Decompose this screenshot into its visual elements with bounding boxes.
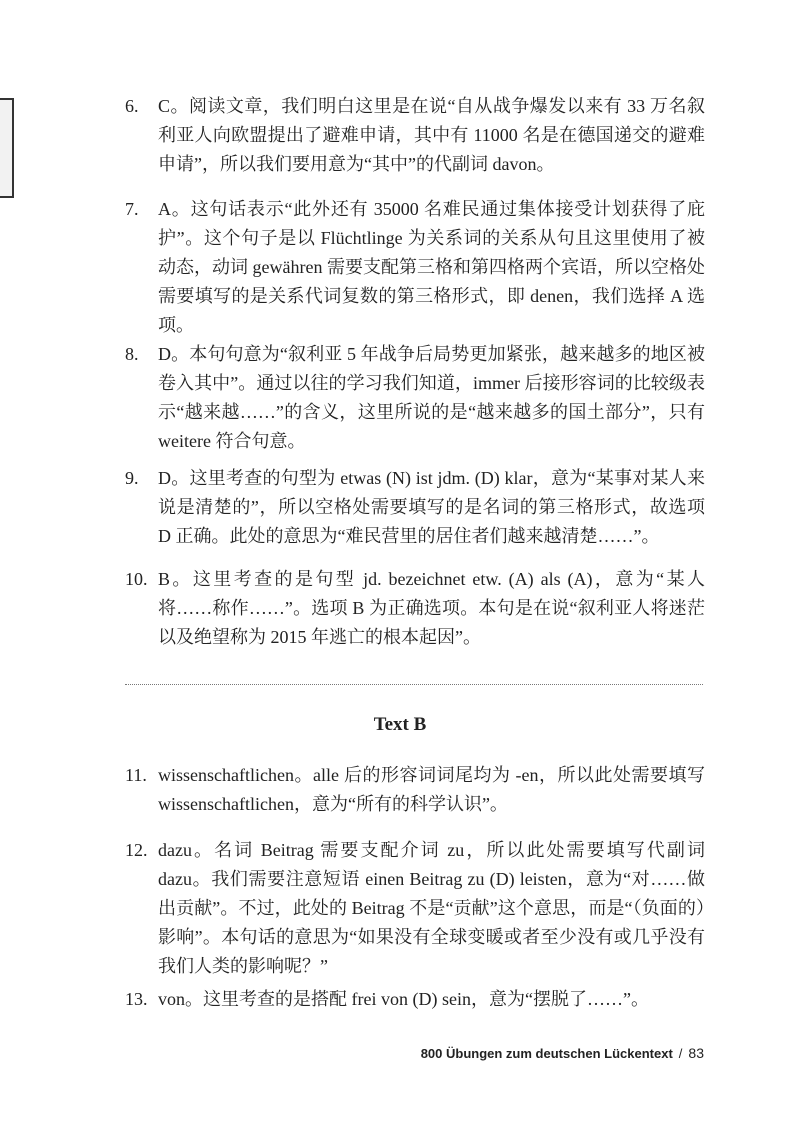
item-text: dazu。名词 Beitrag 需要支配介词 zu，所以此处需要填写代副词 dazu。我们需要注意短语 einen Beitrag zu (D) leisten，意为“对……做出贡献”。不过，此处的 Beitrag 不是“贡献”这个意思，而是“（负面的）影响”。本句话的意思为“如果没有全球变暖或者至少没有或几乎没有我们人类的影响呢？” [158,840,705,976]
item-number: 11. [125,765,147,785]
page-number: 83 [688,1045,704,1061]
item-text: wissenschaftlichen。alle 后的形容词词尾均为 -en，所以此处需要填写 wissenschaftlichen，意为“所有的科学认识”。 [158,765,705,814]
list-item [125,340,705,456]
list-item [125,464,705,551]
item-number: 12. [125,840,148,860]
item-text: D。本句句意为“叙利亚 5 年战争后局势更加紧张，越来越多的地区被卷入其中”。通过以往的学习我们知道，immer 后接形容词的比较级表示“越来越……”的含义，这里所说的是“越来越多的国土部分”，只有 weitere 符合句意。 [158,344,705,451]
item-text: von。这里考查的是搭配 frei von (D) sein，意为“摆脱了……”。 [158,989,649,1009]
item-number: 9. [125,468,139,488]
page-footer [421,1045,704,1061]
book-title: 800 Übungen zum deutschen Lückentext [420,1046,673,1061]
list-item [125,761,705,819]
section-title: Text B [373,714,427,735]
side-tab-marker [0,98,14,198]
list-item [125,195,705,340]
footer-separator: / [678,1046,683,1061]
item-number: 10. [125,569,148,589]
list-item [125,836,705,981]
list-item [125,92,705,179]
item-text: A。这句话表示“此外还有 35000 名难民通过集体接受计划获得了庇护”。这个句子是以 Flüchtlinge 为关系词的关系从句且这里使用了被动态，动词 gewähren 需要支配第三格和第四格两个宾语，所以空格处需要填写的是关系代词复数的第三格形式，即 denen，我们选择 A 选项。 [158,199,705,335]
list-item [125,985,705,1014]
item-number: 8. [125,344,139,364]
item-number: 6. [125,96,139,116]
item-text: B。这里考查的是句型 jd. bezeichnet etw. (A) als (A)，意为“某人将……称作……”。选项 B 为正确选项。本句是在说“叙利亚人将迷茫以及绝望称为 2015 年逃亡的根本起因”。 [158,569,705,647]
item-text: C。阅读文章，我们明白这里是在说“自从战争爆发以来有 33 万名叙利亚人向欧盟提出了避难申请，其中有 11000 名是在德国递交的避难申请”，所以我们要用意为“其中”的代副词 davon。 [158,96,705,174]
item-number: 7. [125,199,139,219]
section-divider [125,684,703,685]
item-number: 13. [125,989,148,1009]
item-text: D。这里考查的句型为 etwas (N) ist jdm. (D) klar，意为“某事对某人来说是清楚的”，所以空格处需要填写的是名词的第三格形式，故选项 D 正确。此处的意思为“难民营里的居住者们越来越清楚……”。 [158,468,705,546]
list-item [125,565,705,652]
